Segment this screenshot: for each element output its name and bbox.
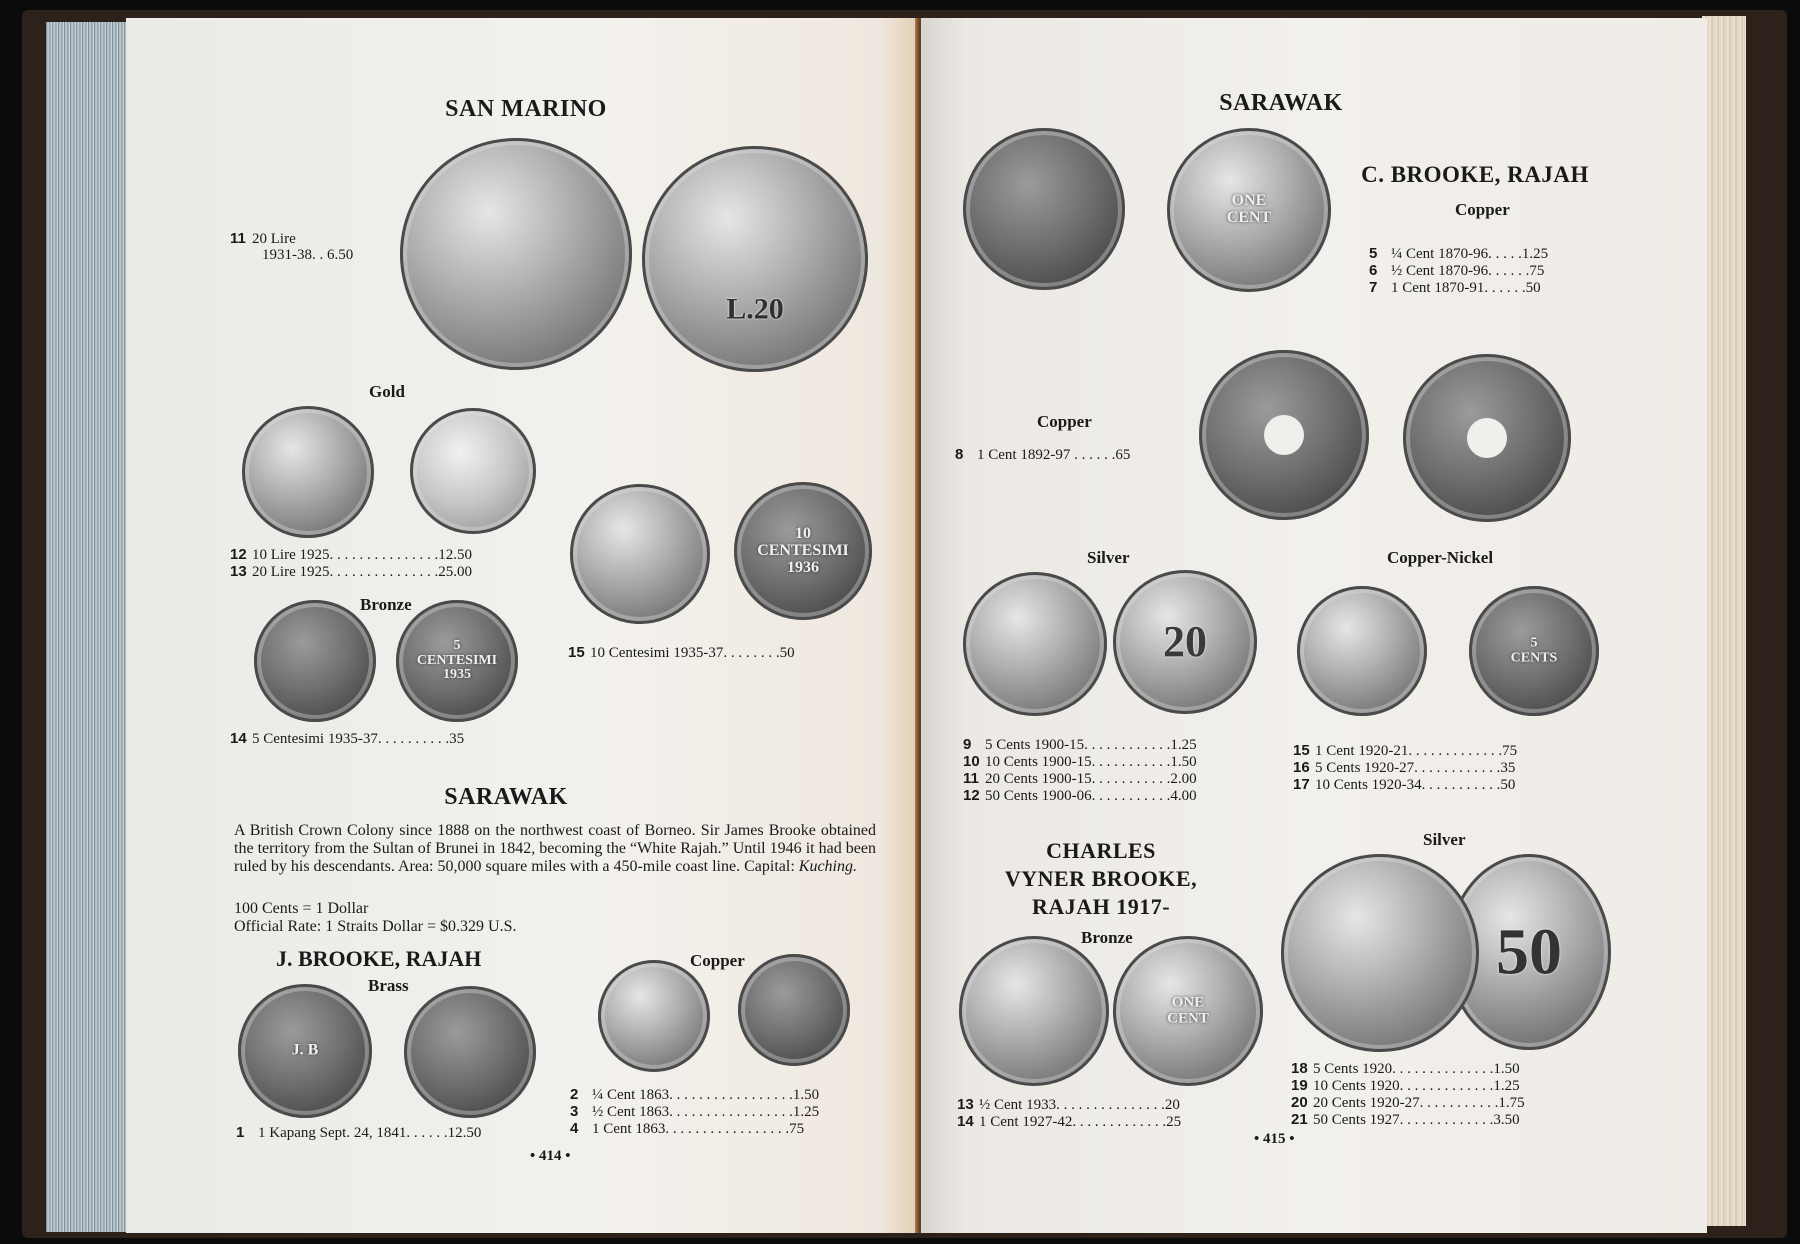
item-13: 13 20 Lire 1925. . . . . . . . . . . . . . .25.00 bbox=[230, 563, 472, 580]
cvb-title-line3: RAJAH 1917- bbox=[1031, 894, 1171, 919]
page-edges-left bbox=[46, 22, 136, 1232]
coin-20-cents-1900-reverse: 20 bbox=[1113, 570, 1257, 714]
item-20: 20 20 Cents 1920-27. . . . . . . . . . .1.75 bbox=[1291, 1094, 1525, 1111]
label-brass: Brass bbox=[368, 976, 409, 995]
item-14-right: 14 1 Cent 1927-42. . . . . . . . . . . . .25 bbox=[957, 1113, 1182, 1130]
item-11: 11 20 Lire bbox=[230, 230, 296, 247]
coin-c-brooke-obverse bbox=[963, 128, 1125, 290]
page-number-415: • 415 • bbox=[1254, 1131, 1295, 1147]
item-5: 5 ¼ Cent 1870-96. . . . .1.25 bbox=[1369, 245, 1549, 262]
coin-10-centesimi-obverse bbox=[570, 484, 710, 624]
item-2: 2 ¼ Cent 1863. . . . . . . . . . . . . . . . .1.50 bbox=[570, 1086, 820, 1103]
coin-1-kapang-reverse bbox=[404, 986, 536, 1118]
label-copper: Copper bbox=[690, 951, 745, 970]
item-11-date: 1931-38. . 6.50 bbox=[262, 247, 354, 263]
sarawak-intro-paragraph: A British Crown Colony since 1888 on the northwest coast of Borneo. Sir James Brooke obtained the territory from the Sultan of Brunei in 1842, becoming the “White Rajah.” Until 1946 it had been ruled by his descendants. Area: 50,000 square miles with a 450-mile coast line. Capital: Kuching. bbox=[234, 822, 876, 875]
item-4: 4 1 Cent 1863. . . . . . . . . . . . . . . . .75 bbox=[570, 1120, 805, 1137]
j-brooke-title: J. BROOKE, RAJAH bbox=[276, 946, 482, 971]
coin-5-centesimi-obverse bbox=[254, 600, 376, 722]
item-10: 10 10 Cents 1900-15. . . . . . . . . . .1.50 bbox=[963, 753, 1197, 770]
item-13-right: 13 ½ Cent 1933. . . . . . . . . . . . . . .20 bbox=[957, 1096, 1180, 1113]
coin-san-marino-20-lire-reverse: L.20 bbox=[642, 146, 868, 372]
item-11-right: 11 20 Cents 1900-15. . . . . . . . . . .2.00 bbox=[963, 770, 1197, 787]
item-19: 19 10 Cents 1920. . . . . . . . . . . . .1.25 bbox=[1291, 1077, 1520, 1094]
official-rate-line: Official Rate: 1 Straits Dollar = $0.329 U.S. bbox=[234, 918, 517, 935]
label-silver-1: Silver bbox=[1087, 548, 1130, 567]
right-page bbox=[921, 18, 1707, 1233]
item-1: 1 1 Kapang Sept. 24, 1841. . . . . .12.50 bbox=[236, 1124, 482, 1141]
label-copper-nickel: Copper-Nickel bbox=[1387, 548, 1494, 567]
c-brooke-title: C. BROOKE, RAJAH bbox=[1361, 162, 1589, 187]
item-15: 15 10 Centesimi 1935-37. . . . . . . .50 bbox=[568, 644, 795, 661]
label-copper-2: Copper bbox=[1037, 412, 1092, 431]
coin-one-cent-1890-reverse: ONE CENT bbox=[1167, 128, 1331, 292]
coin-1863-cent-obverse bbox=[598, 960, 710, 1072]
coin-san-marino-20-lire-obverse bbox=[400, 138, 632, 370]
coin-50-cents-reverse: 50 bbox=[1447, 854, 1611, 1050]
coin-silver-1900-obverse bbox=[963, 572, 1107, 716]
page-edges-right bbox=[1702, 16, 1746, 1226]
sarawak-title: SARAWAK bbox=[1219, 90, 1343, 116]
coin-bronze-cent-reverse: ONE CENT bbox=[1113, 936, 1263, 1086]
label-copper-1: Copper bbox=[1455, 200, 1510, 219]
item-16: 16 5 Cents 1920-27. . . . . . . . . . . .35 bbox=[1293, 759, 1516, 776]
item-17: 17 10 Cents 1920-34. . . . . . . . . . .50 bbox=[1293, 776, 1516, 793]
coin-1-kapang-obverse: J. B bbox=[238, 984, 372, 1118]
cvb-title-line1: CHARLES bbox=[1046, 838, 1156, 863]
label-bronze-right: Bronze bbox=[1081, 928, 1133, 947]
sarawak-section-title: SARAWAK bbox=[444, 784, 568, 810]
coin-20-lire-gold bbox=[410, 408, 536, 534]
left-page bbox=[126, 18, 919, 1233]
item-7: 7 1 Cent 1870-91. . . . . .50 bbox=[1369, 279, 1541, 296]
item-15-right: 15 1 Cent 1920-21. . . . . . . . . . . . .75 bbox=[1293, 742, 1518, 759]
item-6: 6 ½ Cent 1870-96. . . . . .75 bbox=[1369, 262, 1545, 279]
item-12-right: 12 50 Cents 1900-06. . . . . . . . . . .4.00 bbox=[963, 787, 1197, 804]
coin-bronze-cent-obverse bbox=[959, 936, 1109, 1086]
coin-10-lire-gold bbox=[242, 406, 374, 538]
coin-5-cents-1927-reverse: 5 CENTS bbox=[1469, 586, 1599, 716]
cvb-title-line2: VYNER BROOKE, bbox=[1004, 866, 1198, 891]
coin-10-centesimi-reverse: 10 CENTESIMI 1936 bbox=[734, 482, 872, 620]
item-12: 12 10 Lire 1925. . . . . . . . . . . . . . .12.50 bbox=[230, 546, 472, 563]
coin-holed-cent-reverse bbox=[1403, 354, 1571, 522]
item-21: 21 50 Cents 1927. . . . . . . . . . . . .3.50 bbox=[1291, 1111, 1520, 1128]
san-marino-title: SAN MARINO bbox=[445, 96, 607, 122]
item-14: 14 5 Centesimi 1935-37. . . . . . . . . .35 bbox=[230, 730, 465, 747]
label-silver-2: Silver bbox=[1423, 830, 1466, 849]
coin-5-centesimi-reverse: 5 CENTESIMI 1935 bbox=[396, 600, 518, 722]
page-number-414: • 414 • bbox=[530, 1148, 571, 1164]
coin-50-cents-obverse bbox=[1281, 854, 1479, 1052]
item-18: 18 5 Cents 1920. . . . . . . . . . . . . .1.50 bbox=[1291, 1060, 1520, 1077]
currency-line: 100 Cents = 1 Dollar bbox=[234, 900, 369, 917]
coin-1863-cent-reverse bbox=[738, 954, 850, 1066]
label-bronze: Bronze bbox=[360, 595, 412, 614]
coin-cupronickel-obverse bbox=[1297, 586, 1427, 716]
item-8: 8 1 Cent 1892-97 . . . . . .65 bbox=[955, 446, 1131, 463]
label-gold: Gold bbox=[369, 382, 405, 401]
item-9: 9 5 Cents 1900-15. . . . . . . . . . . .1.25 bbox=[963, 736, 1197, 753]
coin-holed-cent-obverse bbox=[1199, 350, 1369, 520]
item-3: 3 ½ Cent 1863. . . . . . . . . . . . . . . . .1.25 bbox=[570, 1103, 820, 1120]
